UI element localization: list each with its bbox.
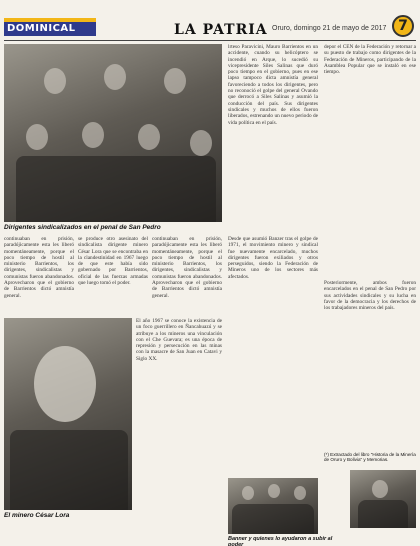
page-header <box>0 0 420 38</box>
figure-head <box>268 484 280 498</box>
caption-top-photo: Dirigentes sindicalizados en el penal de San Pedro <box>4 224 161 231</box>
column-mid-d <box>228 236 318 476</box>
figure-head <box>294 486 306 500</box>
column-mid-b <box>78 236 148 314</box>
paragraph: Desde que asumió Banzer tras el golpe de 1971, el movimiento minero y sindical fue nuevamente encarcelado, muchos dirigentes fueron exiliados y otros perseguidos, siendo la Federación de Mineros uno de los sectores más afectados. <box>228 236 318 280</box>
column-right-lower <box>324 280 416 450</box>
paragraph: Posteriormente, ambos fueron encarcelados en el penal de San Pedro por sus actividades sindicales y su lucha en favor de la democracia y los derechos de los trabajadores mineros del país. <box>324 280 416 312</box>
paragraph: El año 1967 se conoce la existencia de un foco guerrillero en Ñancahuazú y se atribuye a los mineros una vinculación con el Che Guevara; es una época de represión y persecución en las minas con la masacre de San Juan en Catavi y Siglo XX. <box>136 318 222 362</box>
figure-head <box>372 480 388 498</box>
figure-head <box>82 122 104 148</box>
figure-head <box>44 68 66 94</box>
column-top-b <box>324 44 416 276</box>
paragraph: se produce otro asesinato del sindicalista dirigente minero César Lora que se encontraba en la clandestinidad en 1967 luego de que este había sido gobernado por Barrientos, oficial de las fuerzas armadas que luego tomó el poder. <box>78 236 148 287</box>
section-logo <box>4 22 96 36</box>
header-rule <box>4 40 416 41</box>
figure-body <box>10 430 128 510</box>
column-mid-a <box>4 236 74 314</box>
section-logo-text: DOMINICAL <box>7 23 76 34</box>
column-top-a <box>228 44 318 232</box>
paragraph: continuaban en prisión, paradójicamente esta les liberó momentáneamente, porque el poco tiempo de hostil al ministerio Barrientos, los dirigentes, sindicalistas y comunistas fueron abandonados. Aprovecharon que el gobierno de Barrientos dictó amnistía general. <box>4 236 74 299</box>
photo-sidebar <box>350 470 416 528</box>
page-number-badge: 7 <box>392 15 414 37</box>
figure-head <box>164 68 186 94</box>
dateline: Oruro, domingo 21 de mayo de 2017 <box>272 25 387 32</box>
figure-head <box>242 486 254 500</box>
column-mid-c <box>152 236 222 314</box>
figure-head <box>190 130 212 156</box>
figure-body <box>358 500 408 528</box>
masthead: LA PATRIA <box>174 22 268 38</box>
caption-sidebar: (*) Extractado del libro "Historia de la Minería de Oruro y Bolivia" y Memorias. <box>324 452 416 462</box>
figure-head <box>138 124 160 150</box>
figure-body <box>16 156 216 222</box>
photo-cesar-lora <box>4 318 132 510</box>
figure-body <box>232 504 314 534</box>
figure-head <box>34 346 96 422</box>
caption-cesar-lora: El minero César Lora <box>4 512 70 519</box>
paragraph: lrteso Paravicini, Mauro Barrientos en un accidente, cuando su helicóptero se incendió en Arque, lo sucedió su vicepresidente Siles Salinas que duró poco tiempo en el gobierno, pues en ese lapso tampoco dicta amnistía general favoreciendo a todos los dirigentes, pero no reconoció el golpe del general Ovando que derrocó a Siles Salinas y asumió la conducción del país. Sus dirigentes sindicales y muchos de ellos fueron liberados, estrenando un nuevo periodo de vida política en el país. <box>228 44 318 126</box>
photo-union-leaders <box>4 44 222 222</box>
paragraph: continuaban en prisión, paradójicamente esta les liberó momentáneamente, porque el poco tiempo de hostil al ministerio Barrientos, los dirigentes, sindicalistas y comunistas fueron abandonados. Aprovecharon que el gobierno de Barrientos dictó amnistía general. <box>152 236 222 299</box>
paragraph: depor el CEN de la Federación y retornar a su puesto de trabajo como dirigentes de la Federación de Mineros, participando de la Asamblea Popular que se instaló en ese tiempo. <box>324 44 416 76</box>
figure-head <box>104 64 126 90</box>
photo-banner <box>228 478 318 534</box>
caption-banner: Banner y quienes lo ayudaron a subir al poder <box>228 536 333 546</box>
column-bottom-a <box>136 318 222 528</box>
figure-head <box>26 124 48 150</box>
